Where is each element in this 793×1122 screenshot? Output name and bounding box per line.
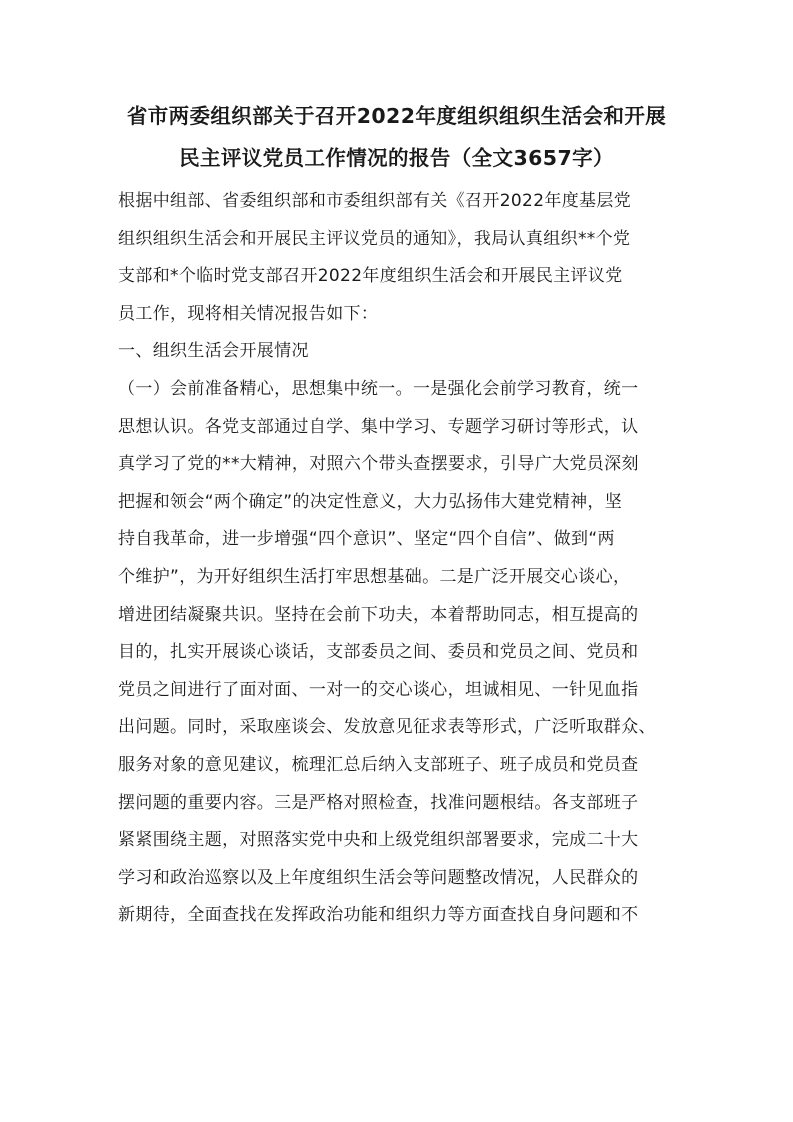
- body-line: 服务对象的意见建议，梳理汇总后纳入支部班子、班子成员和党员查: [118, 754, 639, 775]
- section-heading: 一、组织生活会开展情况: [118, 341, 309, 362]
- body-line: 个维护”，为开好组织生活打牢思想基础。二是广泛开展交心谈心，: [118, 566, 631, 587]
- document-title-line-2: 民主评议党员工作情况的报告（全文3657字）: [179, 146, 614, 170]
- body-line: 支部和*个临时党支部召开2022年度组织生活会和开展民主评议党: [118, 266, 623, 287]
- body-line: 思想认识。各党支部通过自学、集中学习、专题学习研讨等形式，认: [118, 416, 639, 437]
- document-body: [118, 183, 678, 935]
- body-line: 持自我革命，进一步增强“四个意识”、坚定“四个自信”、做到“两: [118, 529, 615, 550]
- document-title-line-1: 省市两委组织部关于召开2022年度组织组织生活会和开展: [126, 104, 667, 128]
- body-line: 组织组织生活会和开展民主评议党员的通知》，我局认真组织**个党: [118, 228, 631, 249]
- body-line: 真学习了党的**大精神，对照六个带头查摆要求，引导广大党员深刻: [118, 454, 639, 475]
- body-line: （一）会前准备精心，思想集中统一。一是强化会前学习教育，统一: [118, 378, 639, 399]
- body-line: 增进团结凝聚共识。坚持在会前下功夫，本着帮助同志，相互提高的: [118, 604, 639, 625]
- body-line: 目的，扎实开展谈心谈话，支部委员之间、委员和党员之间、党员和: [118, 642, 639, 663]
- body-line: 根据中组部、省委组织部和市委组织部有关《召开2022年度基层党: [118, 191, 632, 211]
- body-line: 出问题。同时，采取座谈会、发放意见征求表等形式，广泛听取群众、: [118, 717, 656, 738]
- body-line: 摆问题的重要内容。三是严格对照检查，找准问题根结。各支部班子: [118, 792, 639, 813]
- body-line: 党员之间进行了面对面、一对一的交心谈心，坦诚相见、一针见血指: [118, 679, 639, 700]
- body-line: 员工作，现将相关情况报告如下：: [118, 303, 379, 324]
- body-line: 紧紧围绕主题，对照落实党中央和上级党组织部署要求，完成二十大: [118, 830, 639, 851]
- body-line: 学习和政治巡察以及上年度组织生活会等问题整改情况，人民群众的: [118, 867, 639, 888]
- body-line: 新期待，全面查找在发挥政治功能和组织力等方面查找自身问题和不: [118, 905, 639, 926]
- body-line: 把握和领会“两个确定”的决定性意义，大力弘扬伟大建党精神，坚: [118, 491, 623, 512]
